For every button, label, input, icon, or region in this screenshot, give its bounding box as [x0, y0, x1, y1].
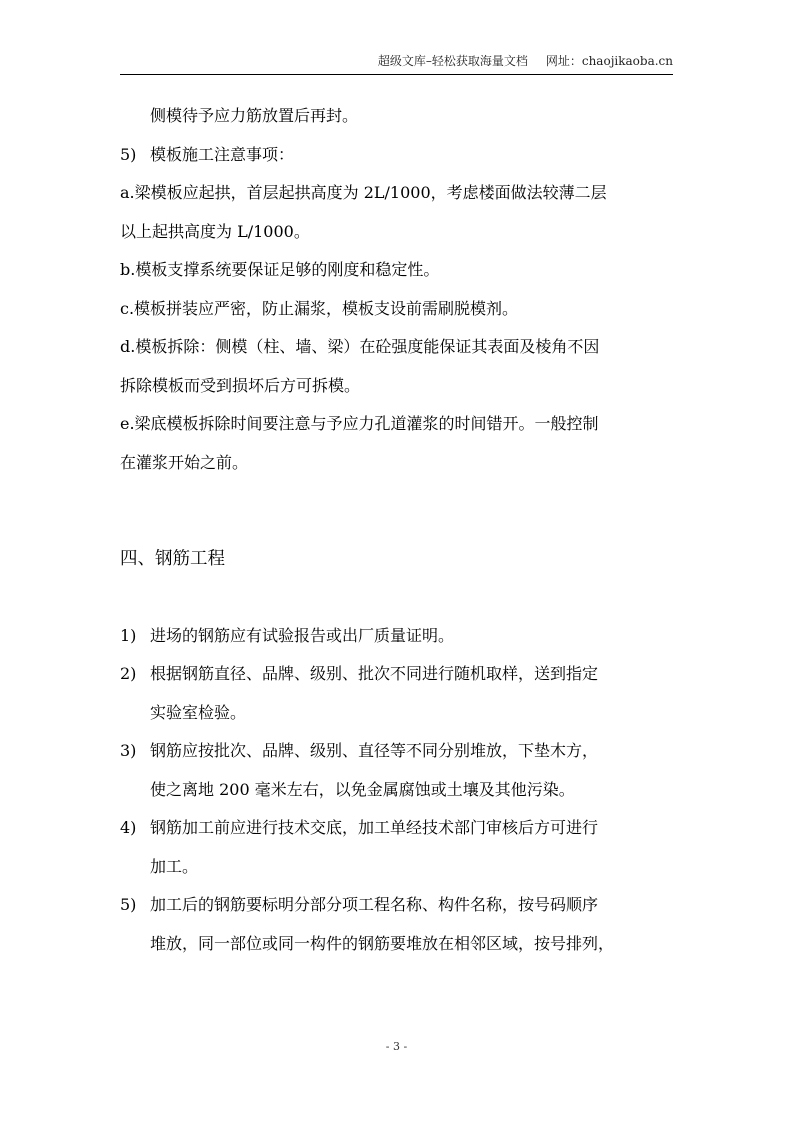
- steel-item-2: [120, 655, 676, 694]
- steel-item-5: [120, 886, 676, 925]
- note-d-line2: 拆除模板而受到损坏后方可拆模。: [120, 375, 361, 395]
- page-number: - 3 -: [385, 1040, 408, 1053]
- item-number: 5): [120, 895, 137, 914]
- continuation-text: 侧模待予应力筋放置后再封。: [150, 106, 359, 125]
- steel-item-3-cont: 使之离地 200 毫米左右，以免金属腐蚀或土壤及其他污染。: [150, 779, 575, 799]
- note-d-line1: d.模板拆除：侧模（柱、墙、梁）在砼强度能保证其表面及棱角不因: [120, 337, 600, 356]
- steel-item-4-cont: 加工。: [150, 856, 199, 876]
- header-url: 网址：chaojikaoba.cn: [545, 54, 673, 68]
- item-number: 1): [120, 625, 137, 645]
- document-body: [120, 97, 676, 963]
- formwork-item-5: [120, 136, 676, 175]
- item-text: 根据钢筋直径、品牌、级别、批次不同进行随机取样，送到指定: [150, 664, 599, 683]
- page-header: [120, 52, 673, 75]
- item-text: 钢筋应按批次、品牌、级别、直径等不同分别堆放，下垫木方，: [150, 741, 599, 760]
- item-title: 模板施工注意事项：: [150, 144, 295, 164]
- steel-item-5-cont: 堆放，同一部位或同一构件的钢筋要堆放在相邻区域，按号排列，: [150, 933, 615, 953]
- item-text: 加工后的钢筋要标明分部分项工程名称、构件名称，按号码顺序: [150, 895, 599, 914]
- spacer: [120, 482, 676, 540]
- note-e-line1: e.梁底模板拆除时间要注意与予应力孔道灌浆的时间错开。一般控制: [120, 414, 599, 433]
- item-number: 2): [120, 664, 137, 683]
- note-a-line1: a.梁模板应起拱，首层起拱高度为 2L/1000，考虑楼面做法较薄二层: [120, 183, 607, 202]
- steel-item-4: [120, 809, 676, 848]
- note-b: b.模板支撑系统要保证足够的刚度和稳定性。: [120, 260, 440, 279]
- header-site-name: 超级文库–轻松获取海量文档: [377, 54, 528, 68]
- steel-item-1: [120, 617, 676, 656]
- note-c: c.模板拼装应严密，防止漏浆，模板支设前需刷脱模剂。: [120, 298, 519, 318]
- section-heading: 四、钢筋工程: [120, 549, 225, 569]
- note-e-line2: 在灌浆开始之前。: [120, 452, 249, 472]
- note-a-line2: 以上起拱高度为 L/1000。: [120, 221, 310, 241]
- steel-item-2-cont: 实验室检验。: [150, 702, 247, 722]
- item-number: 3): [120, 741, 137, 760]
- item-text: 进场的钢筋应有试验报告或出厂质量证明。: [150, 625, 455, 645]
- item-number: 4): [120, 818, 137, 837]
- item-number: 5): [120, 144, 137, 164]
- item-text: 钢筋加工前应进行技术交底，加工单经技术部门审核后方可进行: [150, 818, 599, 837]
- spacer: [120, 579, 676, 617]
- steel-item-3: [120, 732, 676, 771]
